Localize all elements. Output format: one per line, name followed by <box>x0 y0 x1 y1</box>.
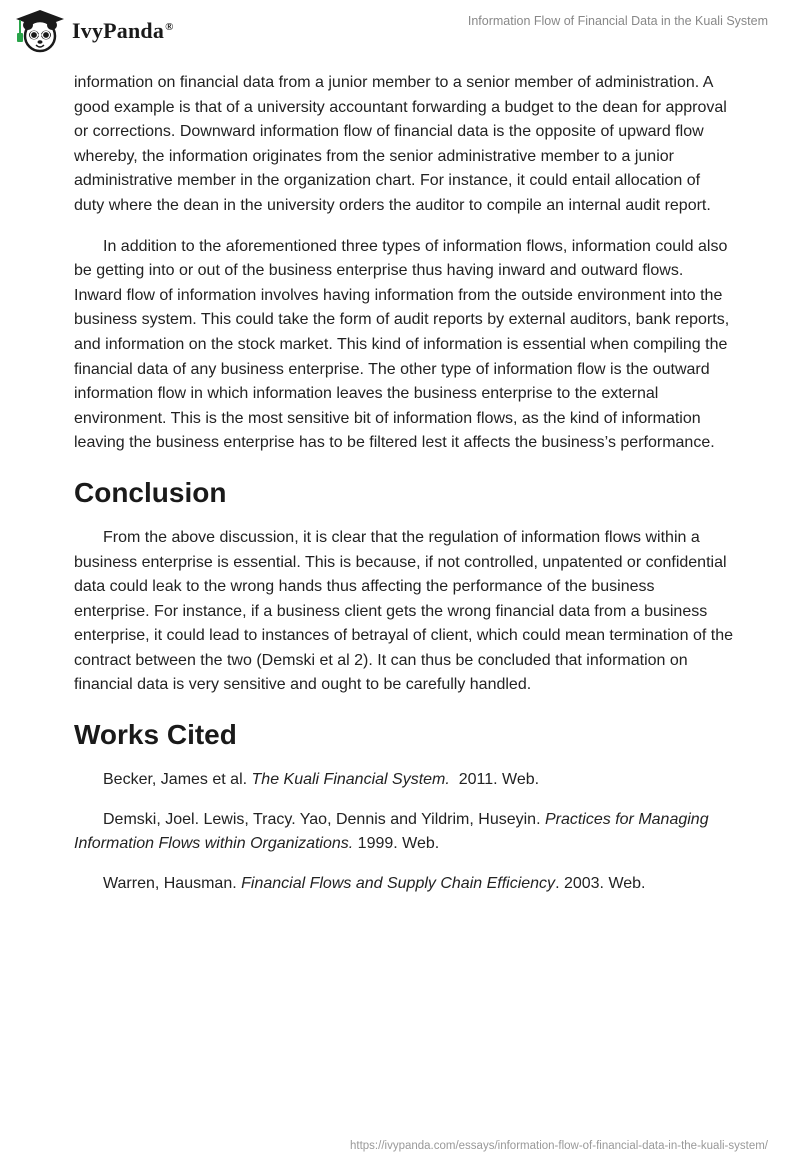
citation-item: Demski, Joel. Lewis, Tracy. Yao, Dennis and Yildrim, Huseyin. Practices for Managing Information Flows within Organizations. 1999. Web. <box>74 810 709 853</box>
conclusion-heading: Conclusion <box>74 476 227 508</box>
works-cited-heading: Works Cited <box>74 719 237 751</box>
source-url[interactable]: https://ivypanda.com/essays/information-flow-of-financial-data-in-the-kuali-system/ <box>350 1140 768 1152</box>
panda-graduate-icon <box>14 8 66 54</box>
citation-item: Becker, James et al. The Kuali Financial System. 2011. Web. <box>103 771 540 789</box>
brand-name: IvyPanda® <box>72 18 174 43</box>
paragraph-information-flows: In addition to the aforementioned three types of information flows, information could also be getting into or out of the business enterprise thus having inward and outward flows. Inward flow of information involves having information from the outside environment into the business system. This could take the form of audit reports by external auditors, bank reports, and information on the stock market. This kind of information is essential when compiling the financial data of any business enterprise. The other type of information flow is the outward information flow in which information leaves the business enterprise to the external environment. This is the most sensitive bit of information flows, as the kind of information leaving the business enterprise has to be filtered lest it affects the business’s performance. <box>74 237 730 452</box>
paragraph-continued: information on financial data from a junior member to a senior member of administration. A good example is that of a university accountant forwarding a budget to the dean for approval or corrections. Downward information flow of financial data is the opposite of upward flow whereby, the information originates from the senior administrative member to a junior administrative member in the organization chart. For instance, it could entail allocation of duty where the dean in the university orders the auditor to compile an internal audit report. <box>74 74 727 214</box>
conclusion-paragraph: From the above discussion, it is clear that the regulation of information flows within a business enterprise is essential. This is because, if not controlled, unpatented or confidential data could leak to the wrong hands thus affecting the performance of the business enterprise. For instance, if a business client gets the wrong financial data from a business enterprise, it could lead to instances of betrayal of client, which could mean termination of the contract between the two (Demski et al 2). It can thus be concluded that information on financial data is very sensitive and ought to be carefully handled. <box>74 528 734 694</box>
citation-item: Warren, Hausman. Financial Flows and Supply Chain Efficiency. 2003. Web. <box>103 874 646 892</box>
brand-logo[interactable] <box>14 8 174 54</box>
page-header <box>0 0 800 64</box>
essay-body <box>74 71 734 911</box>
document-title: Information Flow of Financial Data in the Kuali System <box>467 14 768 28</box>
